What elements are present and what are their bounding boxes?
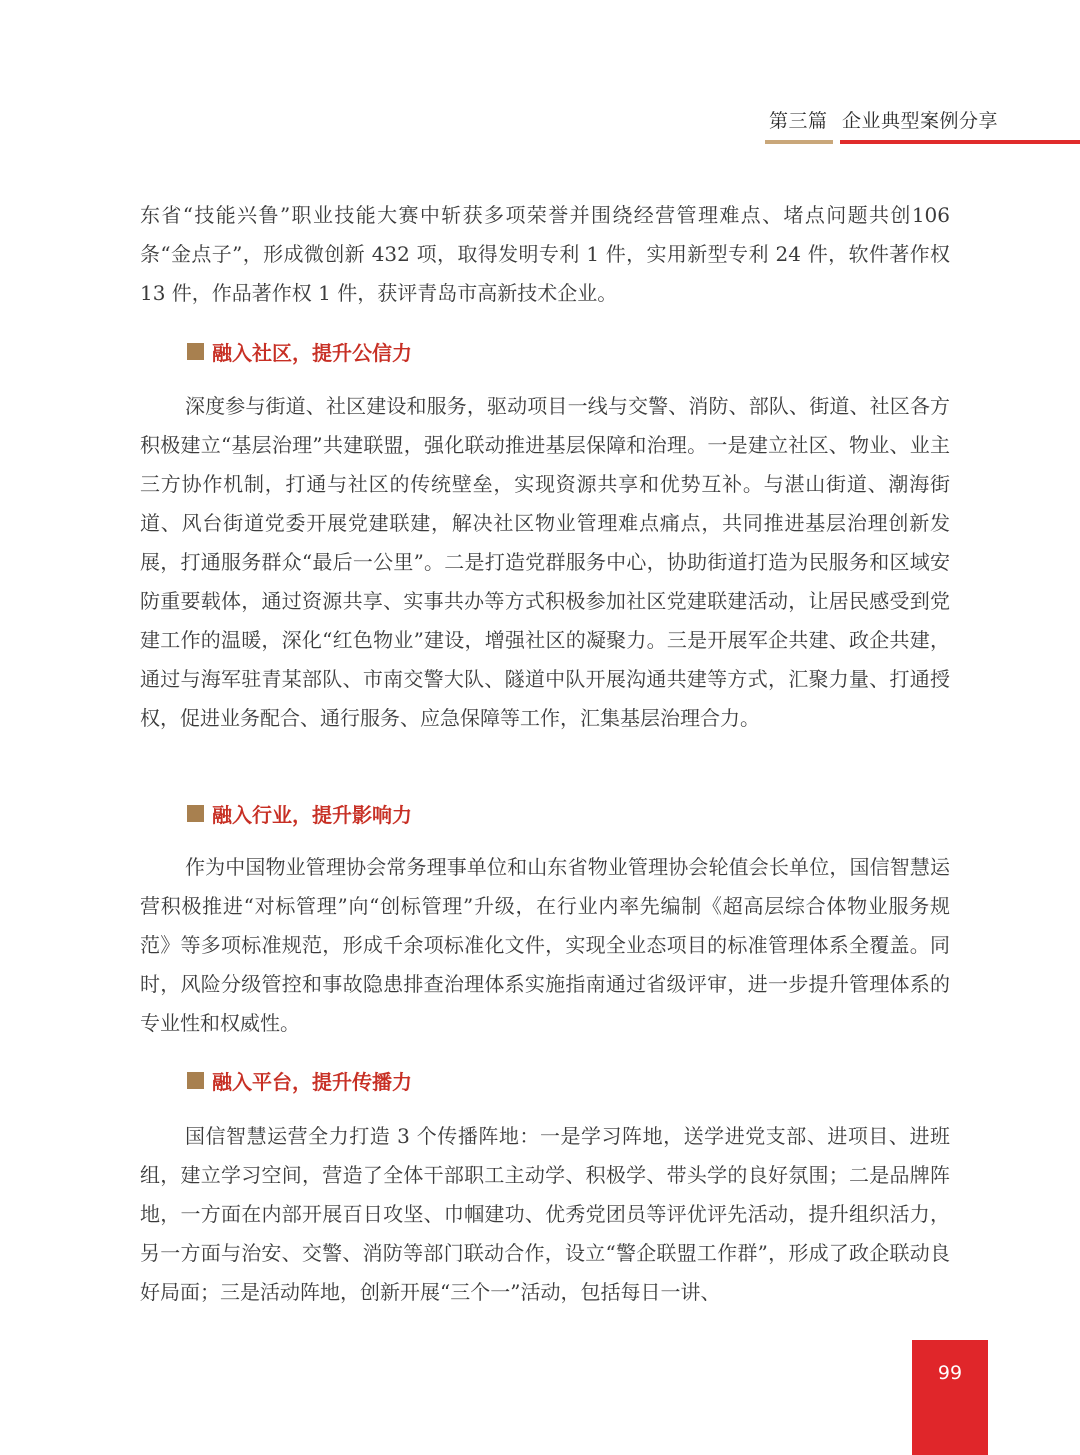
square-bullet-icon [187,343,204,360]
square-bullet-icon [187,805,204,822]
heading-community [187,337,412,366]
heading-community-text: 融入社区，提升公信力 [212,341,412,365]
heading-industry [187,799,412,828]
page-number-tab [912,1340,988,1455]
community-paragraph: 深度参与街道、社区建设和服务，驱动项目一线与交警、消防、部队、街道、社区各方积极建立“基层治理”共建联盟，强化联动推进基层保障和治理。一是建立社区、物业、业主三方协作机制，打通与社区的传统壁垒，实现资源共享和优势互补。与湛山街道、潮海街道、风台街道党委开展党建联建，解决社区物业管理难点痛点，共同推进基层治理创新发展，打通服务群众“最后一公里”。二是打造党群服务中心，协助街道打造为民服务和区域安防重要载体，通过资源共享、实事共办等方式积极参加社区党建联建活动，让居民感受到党建工作的温暖，深化“红色物业”建设，增强社区的凝聚力。三是开展军企共建、政企共建，通过与海军驻青某部队、市南交警大队、隧道中队开展沟通共建等方式，汇聚力量、打通授权，促进业务配合、通行服务、应急保障等工作，汇集基层治理合力。 [140,394,950,730]
square-bullet-icon [187,1072,204,1089]
heading-platform-text: 融入平台，提升传播力 [212,1070,412,1094]
intro-paragraph: 东省“技能兴鲁”职业技能大赛中斩获多项荣誉并围绕经营管理难点、堵点问题共创106 条“金点子”，形成微创新 432 项，取得发明专利 1 件，实用新型专利 24 件，软件著作权 13 件，作品著作权 1 件，获评青岛市高新技术企业。 [140,203,950,305]
industry-paragraph: 作为中国物业管理协会常务理事单位和山东省物业管理协会轮值会长单位，国信智慧运营积极推进“对标管理”向“创标管理”升级，在行业内率先编制《超高层综合体物业服务规范》等多项标准规范，形成千余项标准化文件，实现全业态项目的标准管理体系全覆盖。同时，风险分级管控和事故隐患排查治理体系实施指南通过省级评审，进一步提升管理体系的专业性和权威性。 [140,855,950,1035]
header-rule-tan [765,140,833,144]
heading-platform [187,1066,412,1095]
section-title: 企业典型案例分享 [842,110,999,132]
heading-industry-text: 融入行业，提升影响力 [212,803,412,827]
page-number: 99 [937,1362,963,1384]
header-rule-red [840,140,1080,144]
platform-paragraph: 国信智慧运营全力打造 3 个传播阵地：一是学习阵地，送学进党支部、进项目、进班组，建立学习空间，营造了全体干部职工主动学、积极学、带头学的良好氛围；二是品牌阵地，一方面在内部开展百日攻坚、巾帼建功、优秀党团员等评优评先活动，提升组织活力，另一方面与治安、交警、消防等部门联动合作，设立“警企联盟工作群”，形成了政企联动良好局面；三是活动阵地，创新开展“三个一”活动，包括每日一讲、 [140,1124,950,1304]
part-label: 第三篇 [769,110,828,132]
